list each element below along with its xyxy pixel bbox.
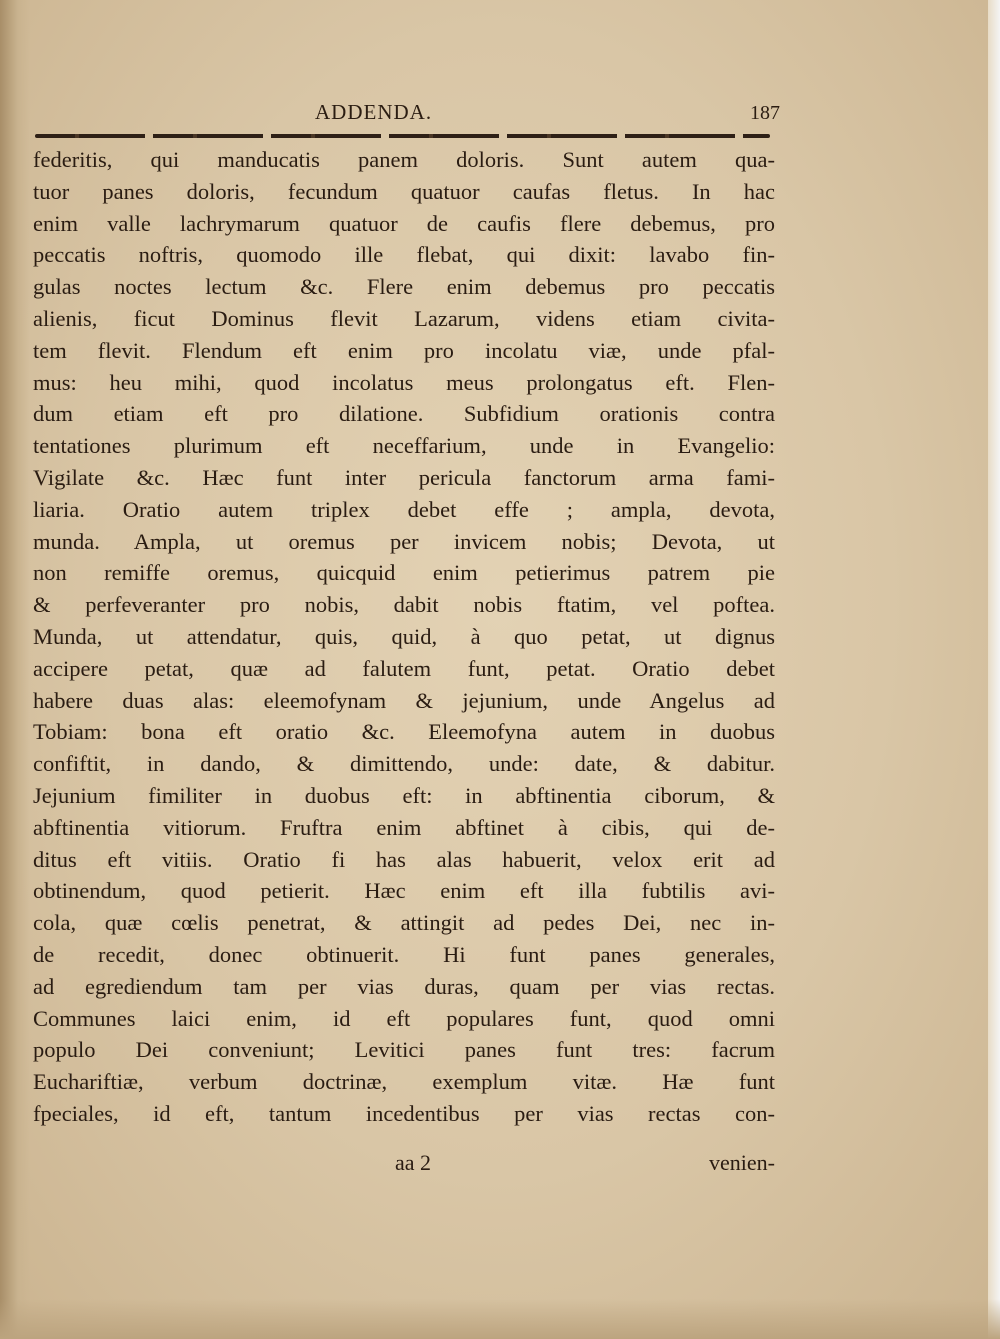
text-line: accipere petat, quæ ad falutem funt, petat. Oratio debet <box>33 655 775 681</box>
text-line: non remiffe oremus, quicquid enim petierimus patrem pie <box>33 560 775 586</box>
text-line: munda. Ampla, ut oremus per invicem nobis; Devota, ut <box>33 528 775 554</box>
page-footer <box>40 1150 775 1180</box>
text-line: tentationes plurimum eft neceffarium, unde in Evangelio: <box>33 433 775 459</box>
text-line: gulas noctes lectum &c. Flere enim debemus pro peccatis <box>33 274 775 300</box>
text-line: tuor panes doloris, fecundum quatuor caufas fletus. In hac <box>33 178 775 204</box>
page-bottom-shadow <box>0 1299 1000 1339</box>
text-line: populo Dei conveniunt; Levitici panes funt tres: facrum <box>33 1037 775 1063</box>
header-rule <box>35 134 770 138</box>
text-line: mus: heu mihi, quod incolatus meus prolongatus eft. Flen- <box>33 369 775 395</box>
text-line: fpeciales, id eft, tantum incedentibus per vias rectas con- <box>33 1100 775 1126</box>
page-number: 187 <box>750 102 780 124</box>
text-line: obtinendum, quod petierit. Hæc enim eft illa fubtilis avi- <box>33 878 775 904</box>
text-line: confiftit, in dando, & dimittendo, unde: date, & dabitur. <box>33 751 775 777</box>
text-line: & perfeveranter pro nobis, dabit nobis ftatim, vel poftea. <box>33 592 775 618</box>
text-line: Vigilate &c. Hæc funt inter pericula fanctorum arma fami- <box>33 464 775 490</box>
text-line: tem flevit. Flendum eft enim pro incolatu viæ, unde pfal- <box>33 337 775 363</box>
catchword: venien- <box>709 1150 775 1175</box>
text-line: abftinentia vitiorum. Fruftra enim abftinet à cibis, qui de- <box>33 814 775 840</box>
text-line: Munda, ut attendatur, quis, quid, à quo petat, ut dignus <box>33 623 775 649</box>
text-line: ditus eft vitiis. Oratio fi has alas habuerit, velox erit ad <box>33 846 775 872</box>
body-text <box>33 144 775 1130</box>
page-header <box>40 100 780 130</box>
text-line: Tobiam: bona eft oratio &c. Eleemofyna autem in duobus <box>33 719 775 745</box>
text-line: Jejunium fimiliter in duobus eft: in abftinentia ciborum, & <box>33 782 775 808</box>
text-line: dum etiam eft pro dilatione. Subfidium orationis contra <box>33 401 775 427</box>
text-line: ad egrediendum tam per vias duras, quam per vias rectas. <box>33 973 775 999</box>
running-title: ADDENDA. <box>315 100 433 124</box>
page-gutter-shadow <box>0 0 30 1339</box>
text-line: cola, quæ cœlis penetrat, & attingit ad pedes Dei, nec in- <box>33 910 775 936</box>
text-line: liaria. Oratio autem triplex debet effe ; ampla, devota, <box>33 496 775 522</box>
text-line: Communes laici enim, id eft populares funt, quod omni <box>33 1005 775 1031</box>
page-right-margin <box>988 0 1000 1339</box>
text-line: Euchariftiæ, verbum doctrinæ, exemplum vitæ. Hæ funt <box>33 1069 775 1095</box>
text-line: federitis, qui manducatis panem doloris. Sunt autem qua- <box>33 147 775 172</box>
text-line: habere duas alas: eleemofynam & jejunium, unde Angelus ad <box>33 687 775 713</box>
text-line: de recedit, donec obtinuerit. Hi funt panes generales, <box>33 941 775 967</box>
text-line: peccatis noftris, quomodo ille flebat, qui dixit: lavabo fin- <box>33 242 775 268</box>
text-line: enim valle lachrymarum quatuor de caufis flere debemus, pro <box>33 210 775 236</box>
signature-mark: aa 2 <box>395 1150 432 1175</box>
text-line: alienis, ficut Dominus flevit Lazarum, videns etiam civita- <box>33 305 775 331</box>
